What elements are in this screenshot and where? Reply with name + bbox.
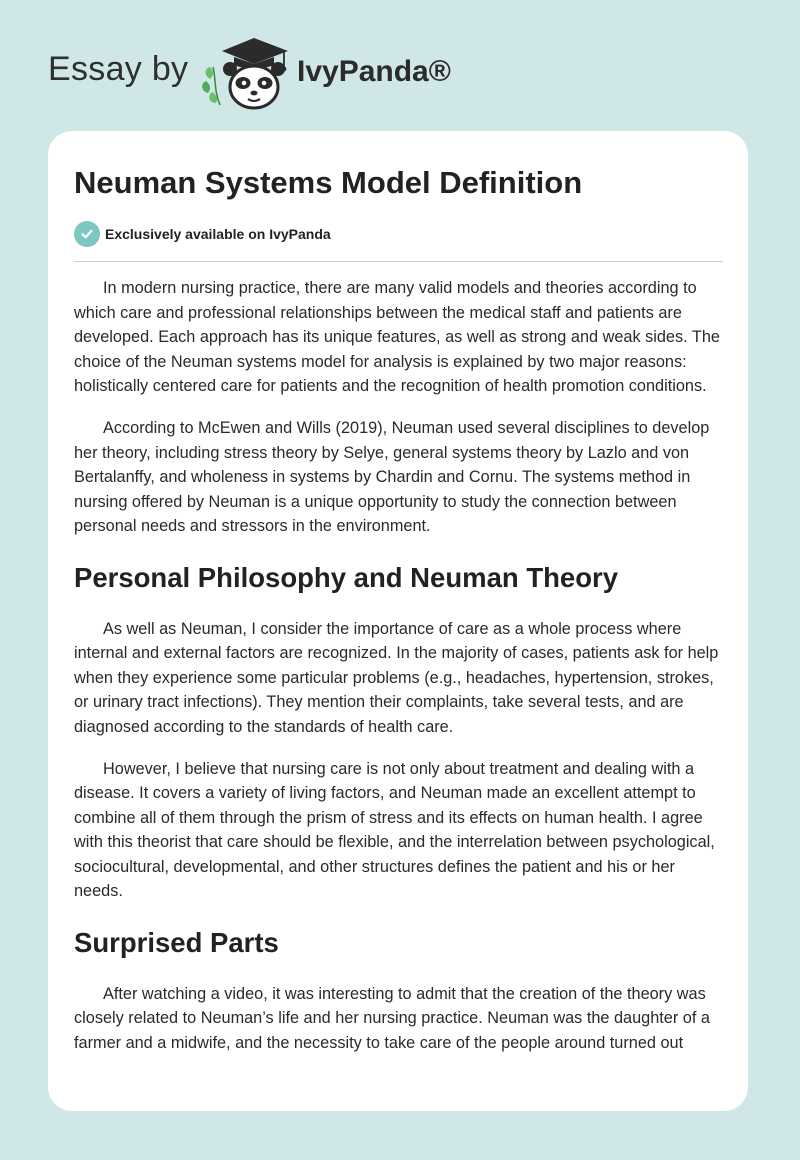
- paragraph: As well as Neuman, I consider the importance of care as a whole process where internal and external factors are recognized. In the majority of cases, patients ask for help when they experience some particular problems (e.g., headaches, hypertension, strokes, or urinary tract infections). They mention their complaints, take several tests, and are diagnosed according to the standards of health care.: [74, 619, 719, 736]
- exclusive-badge-label: Exclusively available on IvyPanda: [105, 226, 331, 242]
- site-header: [0, 0, 800, 128]
- page-title: Neuman Systems Model Definition: [74, 165, 583, 200]
- check-circle-icon: [74, 221, 100, 247]
- section-heading: Surprised Parts: [74, 926, 279, 958]
- exclusive-badge: [74, 221, 331, 247]
- section-heading: Personal Philosophy and Neuman Theory: [74, 561, 618, 593]
- paragraph: In modern nursing practice, there are many valid models and theories according to which care and professional relationships between the medical staff and patients are developed. Each approach has its unique features, as well as strong and weak sides. The choice of the Neuman systems model for analysis is explained by two major reasons: holistically centered care for patients and the recognition of health promotion conditions.: [74, 279, 720, 395]
- essay-body: [74, 276, 724, 1055]
- essay-card: [48, 131, 748, 1111]
- brand-name[interactable]: IvyPanda®: [297, 55, 451, 88]
- divider: [74, 261, 723, 262]
- ivypanda-logo-icon[interactable]: [196, 33, 296, 113]
- paragraph: After watching a video, it was interesting to admit that the creation of the theory was closely related to Neuman’s life and her nursing practice. Neuman was the daughter of a farmer and a midwife, and the necessity to take care of the people around turned out: [74, 984, 710, 1052]
- essay-by-label: Essay by: [48, 50, 189, 88]
- paragraph: According to McEwen and Wills (2019), Neuman used several disciplines to develop her theory, including stress theory by Selye, general systems theory by Lazlo and von Bertalanffy, and wholeness in systems by Chardin and Cornu. The systems method in nursing offered by Neuman is a unique opportunity to study the connection between personal needs and stressors in the environment.: [74, 419, 710, 535]
- paragraph: However, I believe that nursing care is not only about treatment and dealing with a disease. It covers a variety of living factors, and Neuman made an excellent attempt to combine all of them through the prism of stress and its effects on human health. I agree with this theorist that care should be flexible, and the interrelation between psychological, sociocultural, developmental, and other structures defines the patient and his or her needs.: [74, 759, 715, 900]
